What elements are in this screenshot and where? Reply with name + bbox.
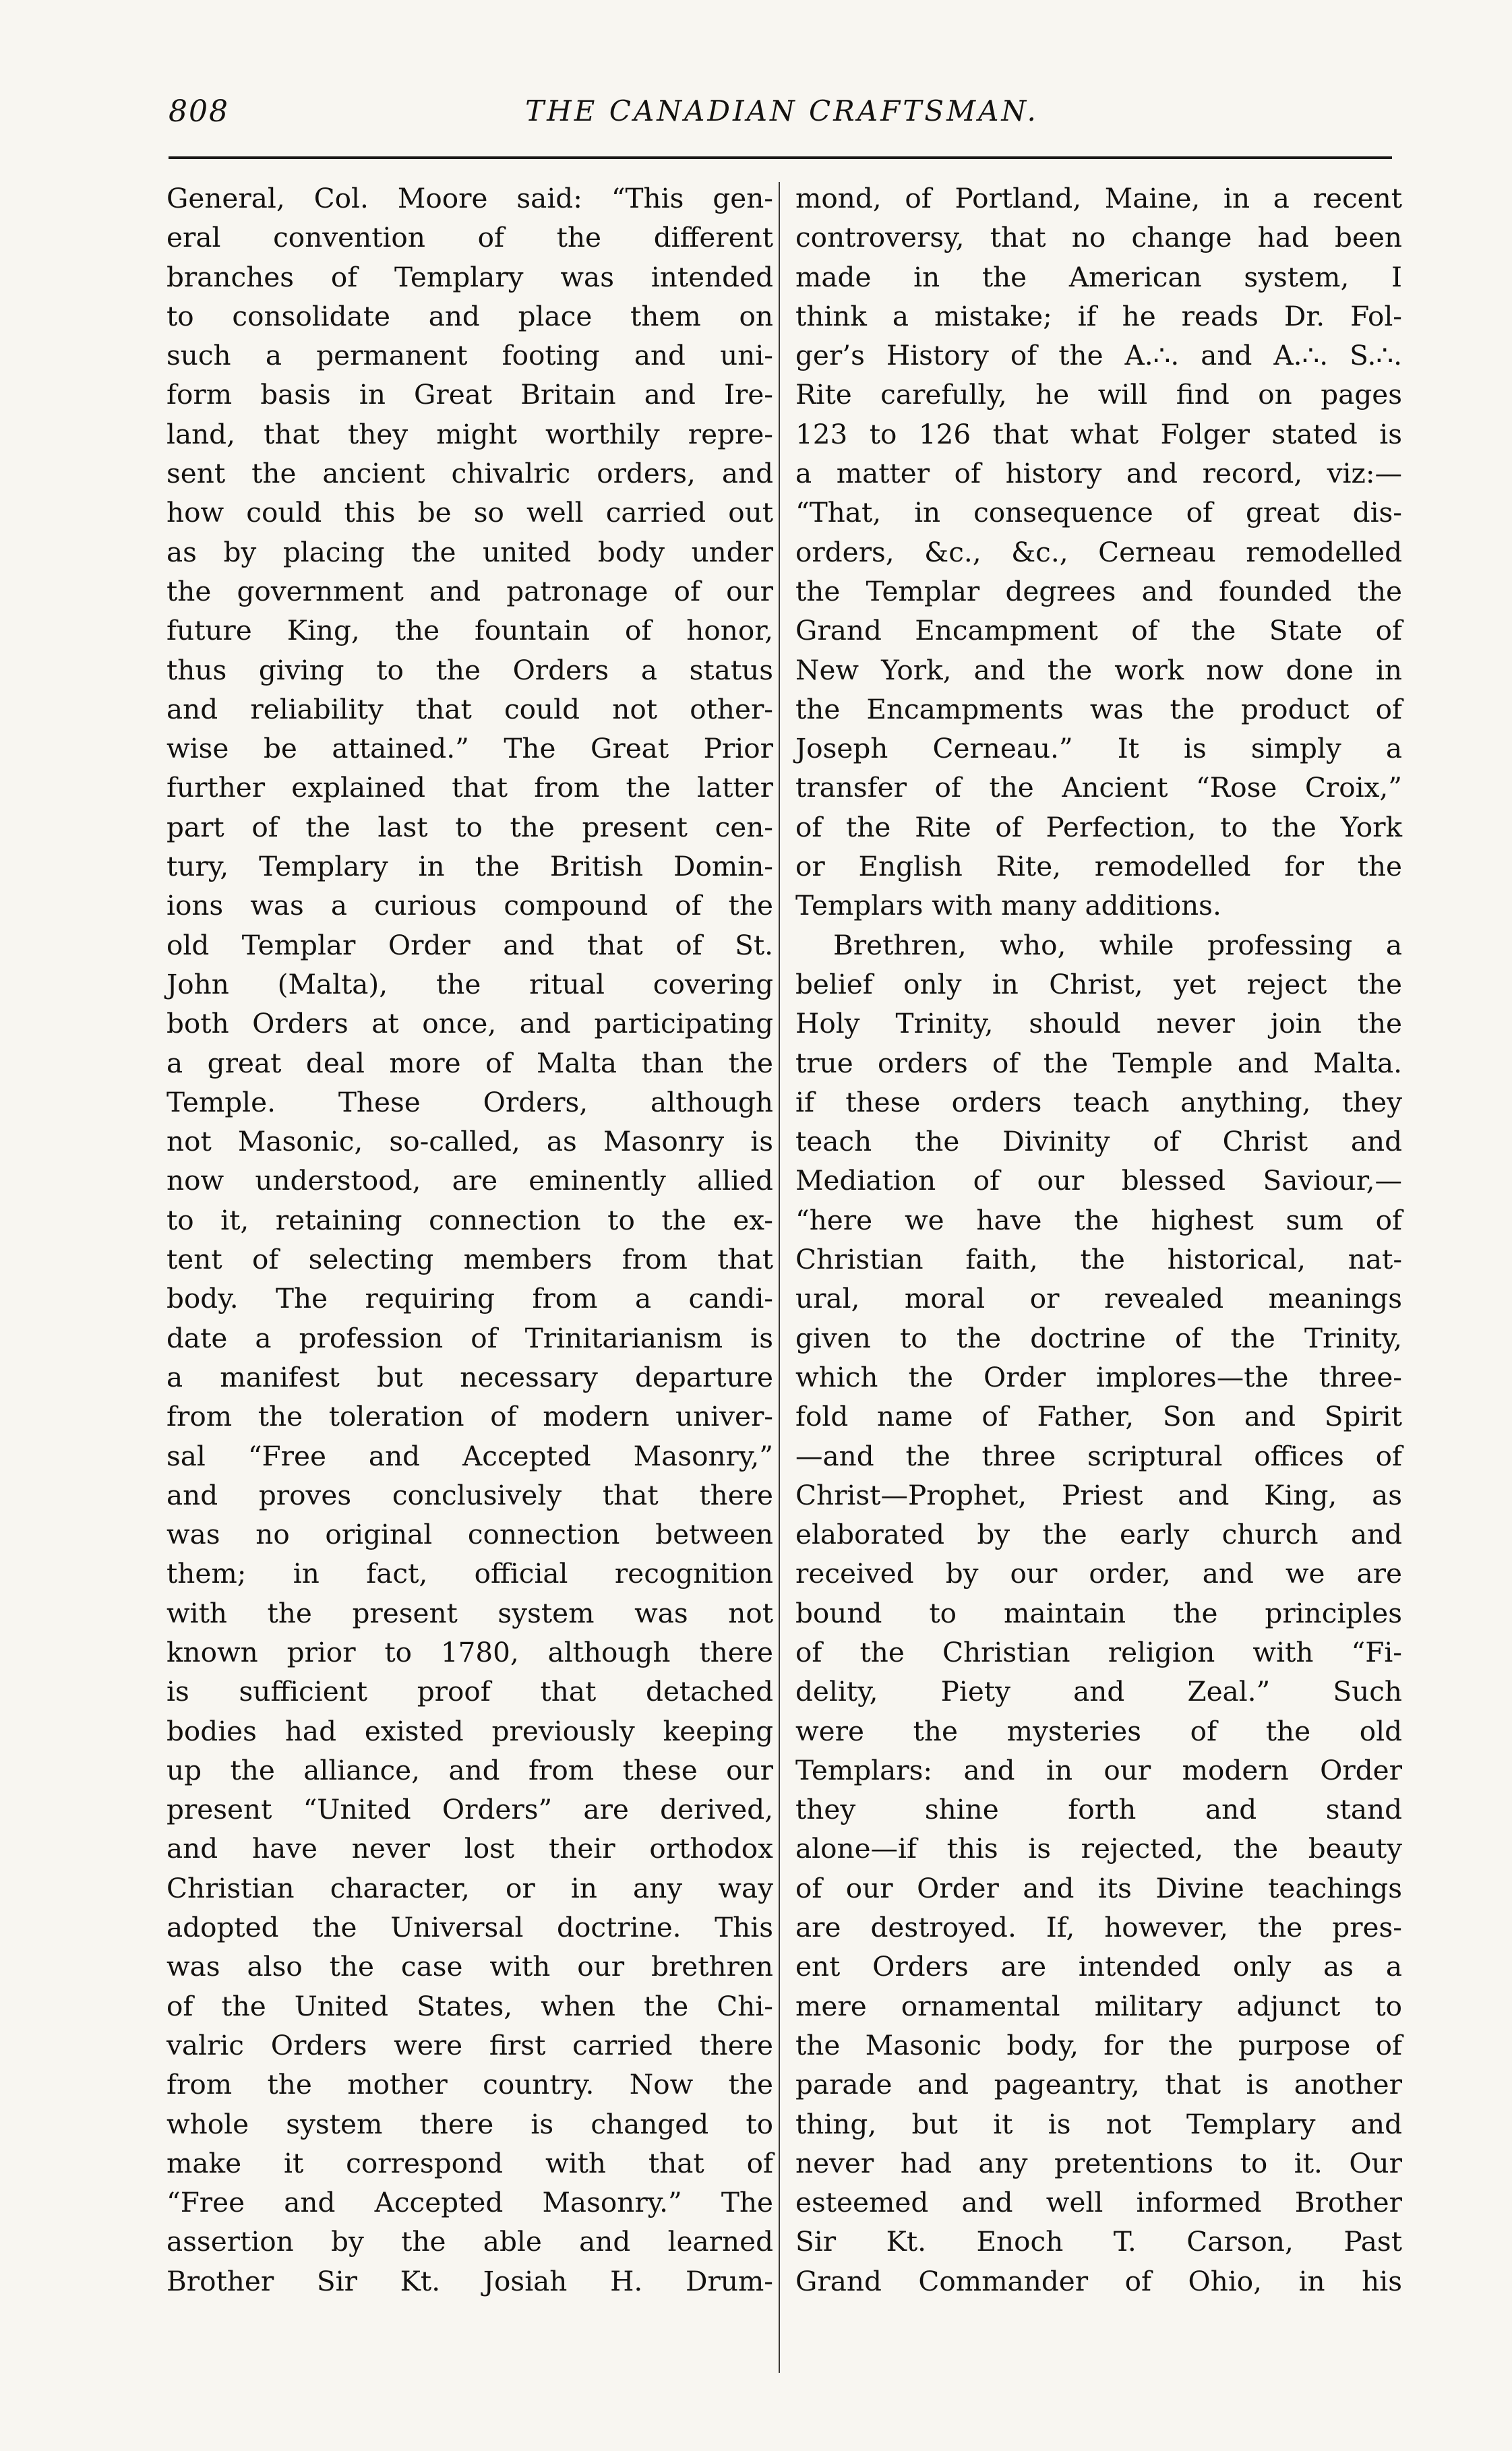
text-line: mond, of Portland, Maine, in a recent	[795, 182, 1402, 214]
text-line: orders, &c., &c., Cerneau remodelled	[795, 535, 1402, 568]
text-line: John (Malta), the ritual covering	[167, 967, 773, 1000]
text-line: from the toleration of modern univer-	[167, 1400, 773, 1433]
text-line: whole system there is changed to	[167, 2107, 773, 2140]
text-line: to it, retaining connection to the ex-	[167, 1203, 773, 1236]
text-line: they shine forth and stand	[795, 1793, 1402, 1826]
text-line: Christian character, or in any way	[167, 1871, 773, 1904]
text-line: sent the ancient chivalric orders, and	[167, 457, 773, 490]
text-line: with the present system was not	[167, 1596, 773, 1629]
right-column	[795, 179, 1402, 2301]
left-column	[167, 179, 773, 2301]
text-line: never had any pretentions to it. Our	[795, 2146, 1402, 2179]
text-line: valric Orders were first carried there	[167, 2028, 773, 2061]
text-line: from the mother country. Now the	[167, 2068, 773, 2101]
text-line: Templars with many additions.	[795, 889, 1221, 922]
text-line: the Masonic body, for the purpose of	[795, 2028, 1402, 2061]
text-line: make it correspond with that of	[167, 2146, 773, 2179]
text-line: “That, in consequence of great dis-	[795, 496, 1402, 529]
text-line: true orders of the Temple and Malta.	[795, 1046, 1402, 1079]
text-line: form basis in Great Britain and Ire-	[167, 378, 773, 411]
text-line: Mediation of our blessed Saviour,—	[795, 1164, 1402, 1197]
text-line: elaborated by the early church and	[795, 1518, 1402, 1551]
text-line: and proves conclusively that there	[167, 1478, 773, 1511]
text-line: tury, Templary in the British Domin-	[167, 850, 773, 883]
text-line: eral convention of the different	[167, 221, 773, 254]
text-line: part of the last to the present cen-	[167, 810, 773, 843]
text-line: Sir Kt. Enoch T. Carson, Past	[795, 2225, 1402, 2258]
text-line: of the Christian religion with “Fi-	[795, 1635, 1402, 1668]
text-line: up the alliance, and from these our	[167, 1753, 773, 1786]
text-line: thus giving to the Orders a status	[167, 653, 773, 686]
text-line: such a permanent footing and uni-	[167, 339, 773, 372]
text-line: Christian faith, the historical, nat-	[795, 1243, 1402, 1276]
text-line: and have never lost their orthodox	[167, 1832, 773, 1865]
text-line: bodies had existed previously keeping	[167, 1714, 773, 1747]
text-line: Holy Trinity, should never join the	[795, 1007, 1402, 1040]
text-line: fold name of Father, Son and Spirit	[795, 1400, 1402, 1433]
text-line: made in the American system, I	[795, 260, 1402, 293]
text-line: known prior to 1780, although there	[167, 1635, 773, 1668]
header-rule	[169, 156, 1392, 159]
text-line: esteemed and well informed Brother	[795, 2186, 1402, 2219]
text-line: future King, the fountain of honor,	[167, 614, 773, 647]
text-line: as by placing the united body under	[167, 535, 773, 568]
text-line: given to the doctrine of the Trinity,	[795, 1321, 1402, 1354]
text-line: thing, but it is not Templary and	[795, 2107, 1402, 2140]
column-divider	[779, 182, 780, 2373]
text-line: received by our order, and we are	[795, 1557, 1402, 1590]
text-line: think a mistake; if he reads Dr. Fol-	[795, 299, 1402, 332]
text-line: them; in fact, official recognition	[167, 1557, 773, 1590]
text-line: mere ornamental military adjunct to	[795, 1989, 1402, 2022]
text-line: Brethren, who, while professing a	[833, 928, 1402, 961]
text-line: sal “Free and Accepted Masonry,”	[167, 1439, 773, 1472]
text-line: assertion by the able and learned	[167, 2225, 773, 2258]
text-line: old Templar Order and that of St.	[167, 928, 773, 961]
text-line: a great deal more of Malta than the	[167, 1046, 773, 1079]
text-line: alone—if this is rejected, the beauty	[795, 1832, 1402, 1865]
text-line: delity, Piety and Zeal.” Such	[795, 1675, 1402, 1708]
text-line: teach the Divinity of Christ and	[795, 1125, 1402, 1158]
text-line: not Masonic, so-called, as Masonry is	[167, 1125, 773, 1158]
text-line: of the United States, when the Chi-	[167, 1989, 773, 2022]
text-line: parade and pageantry, that is another	[795, 2068, 1402, 2101]
text-line: bound to maintain the principles	[795, 1596, 1402, 1629]
text-line: date a profession of Trinitarianism is	[167, 1321, 773, 1354]
text-line: Christ—Prophet, Priest and King, as	[795, 1478, 1402, 1511]
text-line: further explained that from the latter	[167, 771, 773, 804]
text-line: New York, and the work now done in	[795, 653, 1402, 686]
text-line: ger’s History of the A.∴. and A.∴. S.∴.	[795, 339, 1402, 372]
text-line: if these orders teach anything, they	[795, 1085, 1402, 1118]
text-line: belief only in Christ, yet reject the	[795, 967, 1402, 1000]
text-line: adopted the Universal doctrine. This	[167, 1911, 773, 1944]
text-line: ions was a curious compound of the	[167, 889, 773, 922]
page-number: 808	[169, 94, 229, 129]
text-line: present “United Orders” are derived,	[167, 1793, 773, 1826]
text-line: now understood, are eminently allied	[167, 1164, 773, 1197]
text-line: transfer of the Ancient “Rose Croix,”	[795, 771, 1402, 804]
text-line: to consolidate and place them on	[167, 299, 773, 332]
text-line: the government and patronage of our	[167, 574, 773, 607]
text-line: Grand Commander of Ohio, in his	[795, 2264, 1402, 2297]
text-line: body. The requiring from a candi-	[167, 1282, 773, 1315]
text-line: the Templar degrees and founded the	[795, 574, 1402, 607]
text-line: is sufficient proof that detached	[167, 1675, 773, 1708]
text-line: which the Order implores—the three-	[795, 1360, 1402, 1393]
page-header	[169, 94, 1395, 142]
text-line: —and the three scriptural offices of	[795, 1439, 1402, 1472]
text-line: were the mysteries of the old	[795, 1714, 1402, 1747]
text-line: controversy, that no change had been	[795, 221, 1402, 254]
text-line: ent Orders are intended only as a	[795, 1950, 1402, 1983]
text-line: ural, moral or revealed meanings	[795, 1282, 1402, 1315]
text-line: a manifest but necessary departure	[167, 1360, 773, 1393]
text-line: of our Order and its Divine teachings	[795, 1871, 1402, 1904]
text-line: Rite carefully, he will find on pages	[795, 378, 1402, 411]
text-line: 123 to 126 that what Folger stated is	[795, 417, 1402, 450]
text-line: both Orders at once, and participating	[167, 1007, 773, 1040]
text-line: was no original connection between	[167, 1518, 773, 1551]
text-line: or English Rite, remodelled for the	[795, 850, 1402, 883]
text-line: Brother Sir Kt. Josiah H. Drum-	[167, 2264, 773, 2297]
text-line: Templars: and in our modern Order	[795, 1753, 1402, 1786]
running-title: THE CANADIAN CRAFTSMAN.	[525, 94, 1039, 127]
text-line: Joseph Cerneau.” It is simply a	[795, 732, 1402, 765]
text-line: Grand Encampment of the State of	[795, 614, 1402, 647]
text-line: the Encampments was the product of	[795, 692, 1402, 725]
text-line: Temple. These Orders, although	[167, 1085, 773, 1118]
text-line: and reliability that could not other-	[167, 692, 773, 725]
text-line: how could this be so well carried out	[167, 496, 773, 529]
text-line: General, Col. Moore said: “This gen-	[167, 182, 773, 214]
text-line: land, that they might worthily repre-	[167, 417, 773, 450]
text-line: “Free and Accepted Masonry.” The	[167, 2186, 773, 2219]
text-line: tent of selecting members from that	[167, 1243, 773, 1276]
text-line: “here we have the highest sum of	[795, 1203, 1402, 1236]
text-line: branches of Templary was intended	[167, 260, 773, 293]
text-line: a matter of history and record, viz:—	[795, 457, 1402, 490]
text-line: wise be attained.” The Great Prior	[167, 732, 773, 765]
text-line: was also the case with our brethren	[167, 1950, 773, 1983]
text-line: are destroyed. If, however, the pres-	[795, 1911, 1402, 1944]
text-line: of the Rite of Perfection, to the York	[795, 810, 1402, 843]
